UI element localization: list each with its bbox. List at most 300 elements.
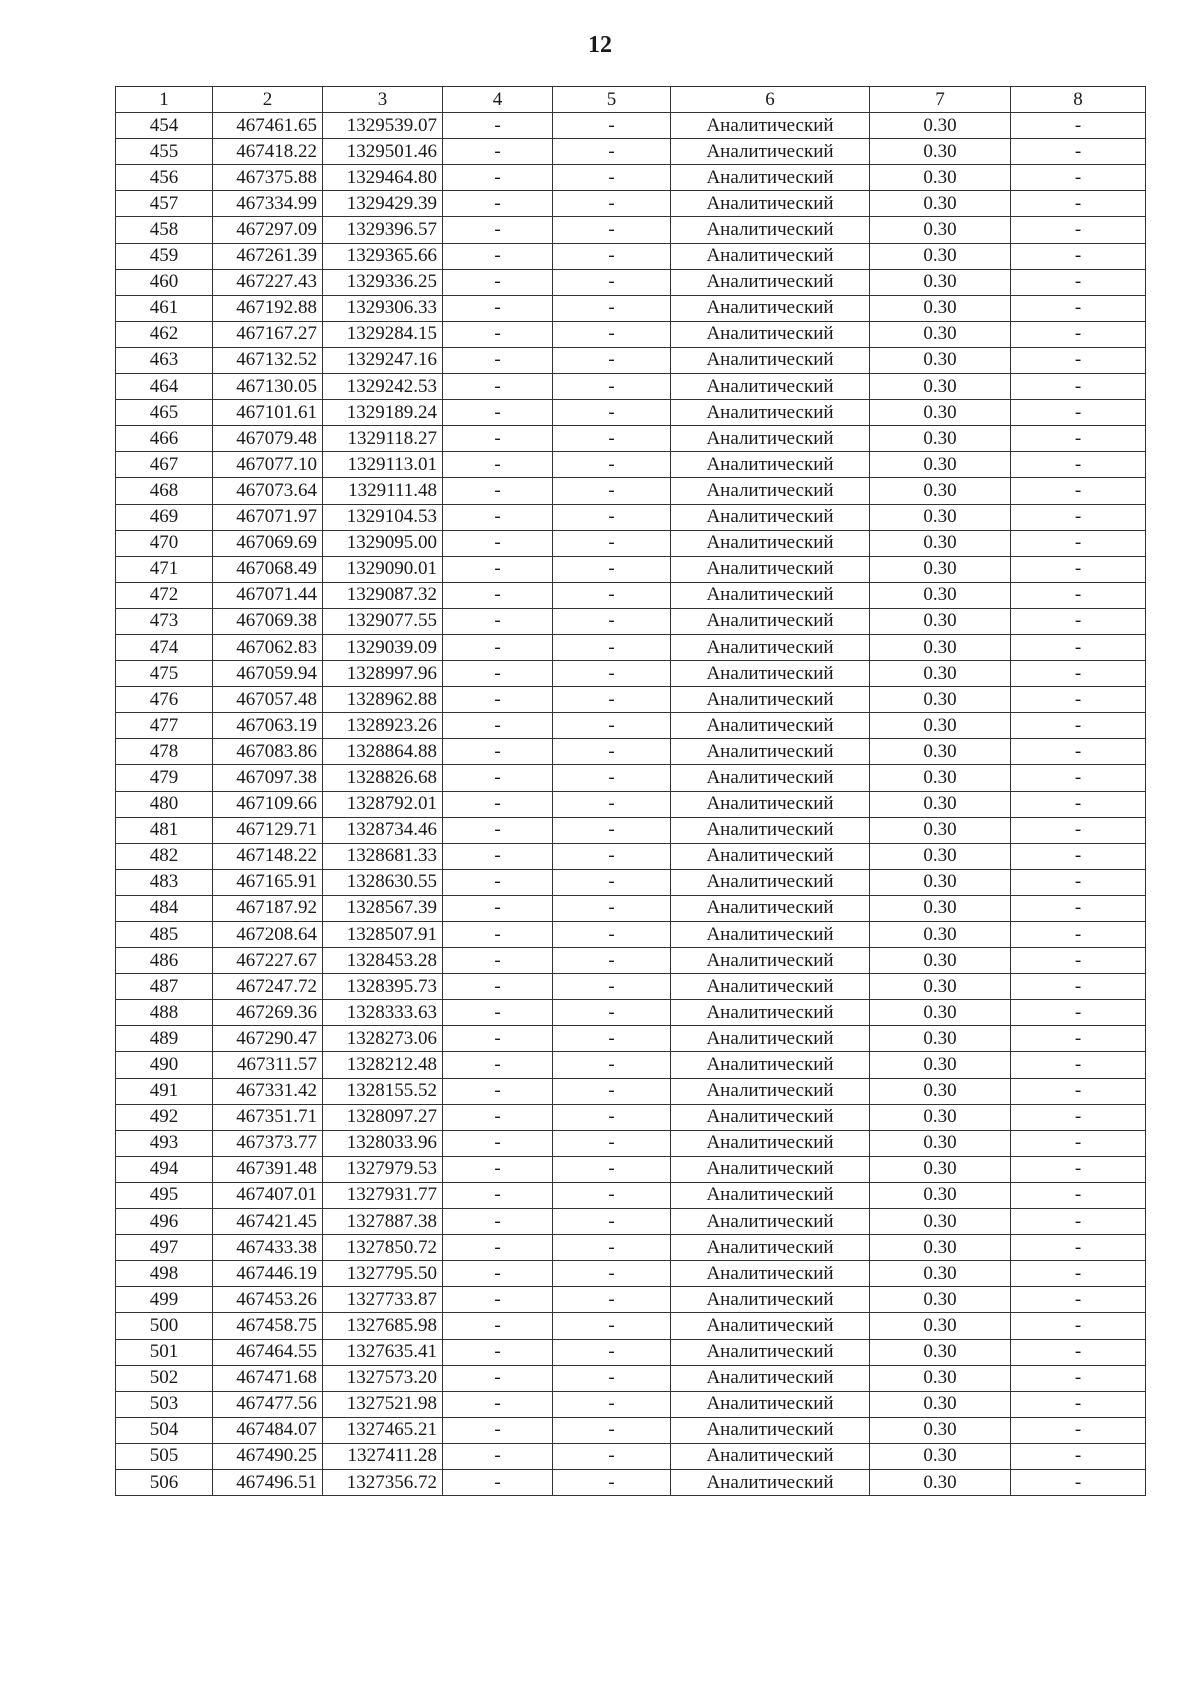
point-number-cell: 501 (116, 1339, 213, 1365)
accuracy-cell: 0.30 (870, 295, 1011, 321)
table-row (116, 400, 1146, 426)
method-cell: Аналитический (671, 661, 870, 687)
y-coordinate-cell: 1328997.96 (323, 661, 443, 687)
col5-cell: - (553, 191, 671, 217)
y-coordinate-cell: 1329501.46 (323, 139, 443, 165)
method-cell: Аналитический (671, 608, 870, 634)
point-number-cell: 469 (116, 504, 213, 530)
table-row (116, 948, 1146, 974)
y-coordinate-cell: 1328567.39 (323, 895, 443, 921)
accuracy-cell: 0.30 (870, 556, 1011, 582)
point-number-cell: 467 (116, 452, 213, 478)
x-coordinate-cell: 467464.55 (213, 1339, 323, 1365)
y-coordinate-cell: 1329242.53 (323, 374, 443, 400)
x-coordinate-cell: 467375.88 (213, 165, 323, 191)
col4-cell: - (443, 374, 553, 400)
col5-cell: - (553, 817, 671, 843)
accuracy-cell: 0.30 (870, 452, 1011, 478)
col8-cell: - (1011, 530, 1146, 556)
col4-cell: - (443, 478, 553, 504)
accuracy-cell: 0.30 (870, 217, 1011, 243)
method-cell: Аналитический (671, 452, 870, 478)
accuracy-cell: 0.30 (870, 1313, 1011, 1339)
table-row (116, 1104, 1146, 1130)
point-number-cell: 493 (116, 1130, 213, 1156)
accuracy-cell: 0.30 (870, 1104, 1011, 1130)
col8-cell: - (1011, 113, 1146, 139)
x-coordinate-cell: 467057.48 (213, 687, 323, 713)
table-row (116, 243, 1146, 269)
x-coordinate-cell: 467063.19 (213, 713, 323, 739)
point-number-cell: 454 (116, 113, 213, 139)
accuracy-cell: 0.30 (870, 1182, 1011, 1208)
header-col-7: 7 (870, 87, 1011, 113)
col5-cell: - (553, 1052, 671, 1078)
table-body (116, 113, 1146, 1496)
y-coordinate-cell: 1327573.20 (323, 1365, 443, 1391)
method-cell: Аналитический (671, 1156, 870, 1182)
col5-cell: - (553, 400, 671, 426)
col4-cell: - (443, 1339, 553, 1365)
method-cell: Аналитический (671, 974, 870, 1000)
col4-cell: - (443, 1287, 553, 1313)
x-coordinate-cell: 467079.48 (213, 426, 323, 452)
y-coordinate-cell: 1328507.91 (323, 922, 443, 948)
col4-cell: - (443, 191, 553, 217)
y-coordinate-cell: 1329306.33 (323, 295, 443, 321)
accuracy-cell: 0.30 (870, 582, 1011, 608)
col5-cell: - (553, 139, 671, 165)
table-row (116, 974, 1146, 1000)
col4-cell: - (443, 1469, 553, 1495)
col5-cell: - (553, 1365, 671, 1391)
point-number-cell: 503 (116, 1391, 213, 1417)
point-number-cell: 475 (116, 661, 213, 687)
y-coordinate-cell: 1329284.15 (323, 321, 443, 347)
table-row (116, 1287, 1146, 1313)
point-number-cell: 468 (116, 478, 213, 504)
x-coordinate-cell: 467069.69 (213, 530, 323, 556)
x-coordinate-cell: 467458.75 (213, 1313, 323, 1339)
x-coordinate-cell: 467269.36 (213, 1000, 323, 1026)
accuracy-cell: 0.30 (870, 713, 1011, 739)
method-cell: Аналитический (671, 400, 870, 426)
table-row (116, 1313, 1146, 1339)
point-number-cell: 478 (116, 739, 213, 765)
table-row (116, 1026, 1146, 1052)
x-coordinate-cell: 467071.44 (213, 582, 323, 608)
method-cell: Аналитический (671, 321, 870, 347)
col4-cell: - (443, 1156, 553, 1182)
x-coordinate-cell: 467167.27 (213, 321, 323, 347)
y-coordinate-cell: 1328395.73 (323, 974, 443, 1000)
x-coordinate-cell: 467334.99 (213, 191, 323, 217)
x-coordinate-cell: 467446.19 (213, 1261, 323, 1287)
accuracy-cell: 0.30 (870, 426, 1011, 452)
x-coordinate-cell: 467208.64 (213, 922, 323, 948)
method-cell: Аналитический (671, 1339, 870, 1365)
y-coordinate-cell: 1328681.33 (323, 843, 443, 869)
method-cell: Аналитический (671, 504, 870, 530)
col5-cell: - (553, 1391, 671, 1417)
table-row (116, 269, 1146, 295)
point-number-cell: 505 (116, 1443, 213, 1469)
table-row (116, 321, 1146, 347)
col8-cell: - (1011, 817, 1146, 843)
col5-cell: - (553, 1000, 671, 1026)
accuracy-cell: 0.30 (870, 634, 1011, 660)
x-coordinate-cell: 467373.77 (213, 1130, 323, 1156)
col8-cell: - (1011, 139, 1146, 165)
y-coordinate-cell: 1329464.80 (323, 165, 443, 191)
table-row (116, 739, 1146, 765)
y-coordinate-cell: 1329077.55 (323, 608, 443, 634)
y-coordinate-cell: 1328864.88 (323, 739, 443, 765)
accuracy-cell: 0.30 (870, 1417, 1011, 1443)
method-cell: Аналитический (671, 556, 870, 582)
table-row (116, 452, 1146, 478)
y-coordinate-cell: 1329039.09 (323, 634, 443, 660)
method-cell: Аналитический (671, 478, 870, 504)
col8-cell: - (1011, 1391, 1146, 1417)
col4-cell: - (443, 948, 553, 974)
col8-cell: - (1011, 661, 1146, 687)
table-row (116, 1078, 1146, 1104)
col8-cell: - (1011, 582, 1146, 608)
col8-cell: - (1011, 948, 1146, 974)
col4-cell: - (443, 1391, 553, 1417)
col4-cell: - (443, 687, 553, 713)
point-number-cell: 504 (116, 1417, 213, 1443)
table-row (116, 1391, 1146, 1417)
col5-cell: - (553, 556, 671, 582)
x-coordinate-cell: 467130.05 (213, 374, 323, 400)
col5-cell: - (553, 869, 671, 895)
col8-cell: - (1011, 869, 1146, 895)
accuracy-cell: 0.30 (870, 139, 1011, 165)
point-number-cell: 464 (116, 374, 213, 400)
col4-cell: - (443, 452, 553, 478)
y-coordinate-cell: 1329429.39 (323, 191, 443, 217)
col8-cell: - (1011, 269, 1146, 295)
col4-cell: - (443, 765, 553, 791)
col4-cell: - (443, 347, 553, 373)
point-number-cell: 488 (116, 1000, 213, 1026)
method-cell: Аналитический (671, 922, 870, 948)
point-number-cell: 499 (116, 1287, 213, 1313)
col8-cell: - (1011, 1235, 1146, 1261)
point-number-cell: 485 (116, 922, 213, 948)
table-row (116, 295, 1146, 321)
method-cell: Аналитический (671, 634, 870, 660)
y-coordinate-cell: 1329090.01 (323, 556, 443, 582)
x-coordinate-cell: 467496.51 (213, 1469, 323, 1495)
point-number-cell: 484 (116, 895, 213, 921)
point-number-cell: 492 (116, 1104, 213, 1130)
point-number-cell: 482 (116, 843, 213, 869)
col8-cell: - (1011, 1443, 1146, 1469)
table-row (116, 191, 1146, 217)
accuracy-cell: 0.30 (870, 1365, 1011, 1391)
col8-cell: - (1011, 556, 1146, 582)
table-row (116, 530, 1146, 556)
col8-cell: - (1011, 974, 1146, 1000)
col8-cell: - (1011, 321, 1146, 347)
point-number-cell: 500 (116, 1313, 213, 1339)
table-row (116, 1182, 1146, 1208)
point-number-cell: 461 (116, 295, 213, 321)
y-coordinate-cell: 1327795.50 (323, 1261, 443, 1287)
point-number-cell: 497 (116, 1235, 213, 1261)
col4-cell: - (443, 1209, 553, 1235)
point-number-cell: 490 (116, 1052, 213, 1078)
col8-cell: - (1011, 1313, 1146, 1339)
method-cell: Аналитический (671, 713, 870, 739)
y-coordinate-cell: 1327685.98 (323, 1313, 443, 1339)
col8-cell: - (1011, 791, 1146, 817)
col5-cell: - (553, 1417, 671, 1443)
col8-cell: - (1011, 1417, 1146, 1443)
point-number-cell: 476 (116, 687, 213, 713)
y-coordinate-cell: 1328630.55 (323, 869, 443, 895)
point-number-cell: 466 (116, 426, 213, 452)
table-row (116, 1443, 1146, 1469)
y-coordinate-cell: 1327411.28 (323, 1443, 443, 1469)
col4-cell: - (443, 1182, 553, 1208)
table-row (116, 608, 1146, 634)
col5-cell: - (553, 1339, 671, 1365)
x-coordinate-cell: 467421.45 (213, 1209, 323, 1235)
point-number-cell: 463 (116, 347, 213, 373)
col5-cell: - (553, 713, 671, 739)
accuracy-cell: 0.30 (870, 1235, 1011, 1261)
accuracy-cell: 0.30 (870, 974, 1011, 1000)
method-cell: Аналитический (671, 113, 870, 139)
y-coordinate-cell: 1329118.27 (323, 426, 443, 452)
y-coordinate-cell: 1327521.98 (323, 1391, 443, 1417)
col5-cell: - (553, 113, 671, 139)
col5-cell: - (553, 1078, 671, 1104)
y-coordinate-cell: 1328333.63 (323, 1000, 443, 1026)
method-cell: Аналитический (671, 1391, 870, 1417)
header-col-5: 5 (553, 87, 671, 113)
col8-cell: - (1011, 400, 1146, 426)
table-row (116, 634, 1146, 660)
accuracy-cell: 0.30 (870, 739, 1011, 765)
method-cell: Аналитический (671, 1130, 870, 1156)
x-coordinate-cell: 467073.64 (213, 478, 323, 504)
table-row (116, 504, 1146, 530)
col8-cell: - (1011, 739, 1146, 765)
point-number-cell: 498 (116, 1261, 213, 1287)
col4-cell: - (443, 817, 553, 843)
col4-cell: - (443, 1130, 553, 1156)
method-cell: Аналитический (671, 1052, 870, 1078)
y-coordinate-cell: 1329104.53 (323, 504, 443, 530)
point-number-cell: 495 (116, 1182, 213, 1208)
col5-cell: - (553, 661, 671, 687)
col4-cell: - (443, 113, 553, 139)
x-coordinate-cell: 467101.61 (213, 400, 323, 426)
accuracy-cell: 0.30 (870, 113, 1011, 139)
accuracy-cell: 0.30 (870, 1287, 1011, 1313)
x-coordinate-cell: 467069.38 (213, 608, 323, 634)
col4-cell: - (443, 791, 553, 817)
point-number-cell: 472 (116, 582, 213, 608)
header-col-3: 3 (323, 87, 443, 113)
col5-cell: - (553, 739, 671, 765)
col5-cell: - (553, 165, 671, 191)
accuracy-cell: 0.30 (870, 1443, 1011, 1469)
x-coordinate-cell: 467484.07 (213, 1417, 323, 1443)
y-coordinate-cell: 1327635.41 (323, 1339, 443, 1365)
method-cell: Аналитический (671, 582, 870, 608)
point-number-cell: 494 (116, 1156, 213, 1182)
point-number-cell: 470 (116, 530, 213, 556)
col4-cell: - (443, 400, 553, 426)
header-col-2: 2 (213, 87, 323, 113)
point-number-cell: 483 (116, 869, 213, 895)
col8-cell: - (1011, 374, 1146, 400)
table-row (116, 922, 1146, 948)
col8-cell: - (1011, 1052, 1146, 1078)
point-number-cell: 458 (116, 217, 213, 243)
col5-cell: - (553, 1209, 671, 1235)
y-coordinate-cell: 1327887.38 (323, 1209, 443, 1235)
method-cell: Аналитический (671, 791, 870, 817)
table-row (116, 1130, 1146, 1156)
y-coordinate-cell: 1329336.25 (323, 269, 443, 295)
col5-cell: - (553, 295, 671, 321)
point-number-cell: 473 (116, 608, 213, 634)
table-row (116, 1156, 1146, 1182)
col4-cell: - (443, 869, 553, 895)
table-row (116, 347, 1146, 373)
x-coordinate-cell: 467227.43 (213, 269, 323, 295)
col8-cell: - (1011, 608, 1146, 634)
accuracy-cell: 0.30 (870, 1209, 1011, 1235)
col5-cell: - (553, 974, 671, 1000)
col8-cell: - (1011, 1469, 1146, 1495)
accuracy-cell: 0.30 (870, 400, 1011, 426)
table-row (116, 895, 1146, 921)
accuracy-cell: 0.30 (870, 843, 1011, 869)
table-row (116, 713, 1146, 739)
col4-cell: - (443, 713, 553, 739)
col8-cell: - (1011, 1156, 1146, 1182)
col5-cell: - (553, 608, 671, 634)
x-coordinate-cell: 467261.39 (213, 243, 323, 269)
col8-cell: - (1011, 634, 1146, 660)
x-coordinate-cell: 467407.01 (213, 1182, 323, 1208)
method-cell: Аналитический (671, 817, 870, 843)
point-number-cell: 487 (116, 974, 213, 1000)
accuracy-cell: 0.30 (870, 1391, 1011, 1417)
point-number-cell: 460 (116, 269, 213, 295)
col5-cell: - (553, 1026, 671, 1052)
table-row (116, 139, 1146, 165)
method-cell: Аналитический (671, 869, 870, 895)
point-number-cell: 480 (116, 791, 213, 817)
col4-cell: - (443, 556, 553, 582)
col5-cell: - (553, 269, 671, 295)
col5-cell: - (553, 426, 671, 452)
accuracy-cell: 0.30 (870, 1130, 1011, 1156)
x-coordinate-cell: 467433.38 (213, 1235, 323, 1261)
method-cell: Аналитический (671, 1182, 870, 1208)
x-coordinate-cell: 467077.10 (213, 452, 323, 478)
col5-cell: - (553, 1182, 671, 1208)
method-cell: Аналитический (671, 1078, 870, 1104)
point-number-cell: 496 (116, 1209, 213, 1235)
table-row (116, 687, 1146, 713)
y-coordinate-cell: 1328826.68 (323, 765, 443, 791)
method-cell: Аналитический (671, 530, 870, 556)
accuracy-cell: 0.30 (870, 1469, 1011, 1495)
x-coordinate-cell: 467227.67 (213, 948, 323, 974)
y-coordinate-cell: 1329539.07 (323, 113, 443, 139)
y-coordinate-cell: 1328212.48 (323, 1052, 443, 1078)
y-coordinate-cell: 1328155.52 (323, 1078, 443, 1104)
accuracy-cell: 0.30 (870, 1156, 1011, 1182)
y-coordinate-cell: 1329113.01 (323, 452, 443, 478)
table-header-row (116, 87, 1146, 113)
method-cell: Аналитический (671, 347, 870, 373)
y-coordinate-cell: 1328792.01 (323, 791, 443, 817)
accuracy-cell: 0.30 (870, 895, 1011, 921)
page-number: 12 (588, 32, 612, 58)
col5-cell: - (553, 634, 671, 660)
col8-cell: - (1011, 1104, 1146, 1130)
method-cell: Аналитический (671, 243, 870, 269)
y-coordinate-cell: 1327356.72 (323, 1469, 443, 1495)
method-cell: Аналитический (671, 1104, 870, 1130)
col4-cell: - (443, 321, 553, 347)
y-coordinate-cell: 1329396.57 (323, 217, 443, 243)
method-cell: Аналитический (671, 1469, 870, 1495)
accuracy-cell: 0.30 (870, 1000, 1011, 1026)
point-number-cell: 462 (116, 321, 213, 347)
col4-cell: - (443, 530, 553, 556)
accuracy-cell: 0.30 (870, 478, 1011, 504)
point-number-cell: 471 (116, 556, 213, 582)
accuracy-cell: 0.30 (870, 504, 1011, 530)
col4-cell: - (443, 139, 553, 165)
method-cell: Аналитический (671, 295, 870, 321)
col8-cell: - (1011, 1365, 1146, 1391)
col5-cell: - (553, 1156, 671, 1182)
point-number-cell: 455 (116, 139, 213, 165)
col8-cell: - (1011, 504, 1146, 530)
header-col-4: 4 (443, 87, 553, 113)
accuracy-cell: 0.30 (870, 791, 1011, 817)
table-row (116, 374, 1146, 400)
header-col-1: 1 (116, 87, 213, 113)
x-coordinate-cell: 467129.71 (213, 817, 323, 843)
table-row (116, 217, 1146, 243)
accuracy-cell: 0.30 (870, 374, 1011, 400)
method-cell: Аналитический (671, 1026, 870, 1052)
col8-cell: - (1011, 452, 1146, 478)
point-number-cell: 459 (116, 243, 213, 269)
method-cell: Аналитический (671, 1000, 870, 1026)
method-cell: Аналитический (671, 1235, 870, 1261)
table-row (116, 1365, 1146, 1391)
method-cell: Аналитический (671, 191, 870, 217)
col4-cell: - (443, 739, 553, 765)
col8-cell: - (1011, 217, 1146, 243)
x-coordinate-cell: 467083.86 (213, 739, 323, 765)
